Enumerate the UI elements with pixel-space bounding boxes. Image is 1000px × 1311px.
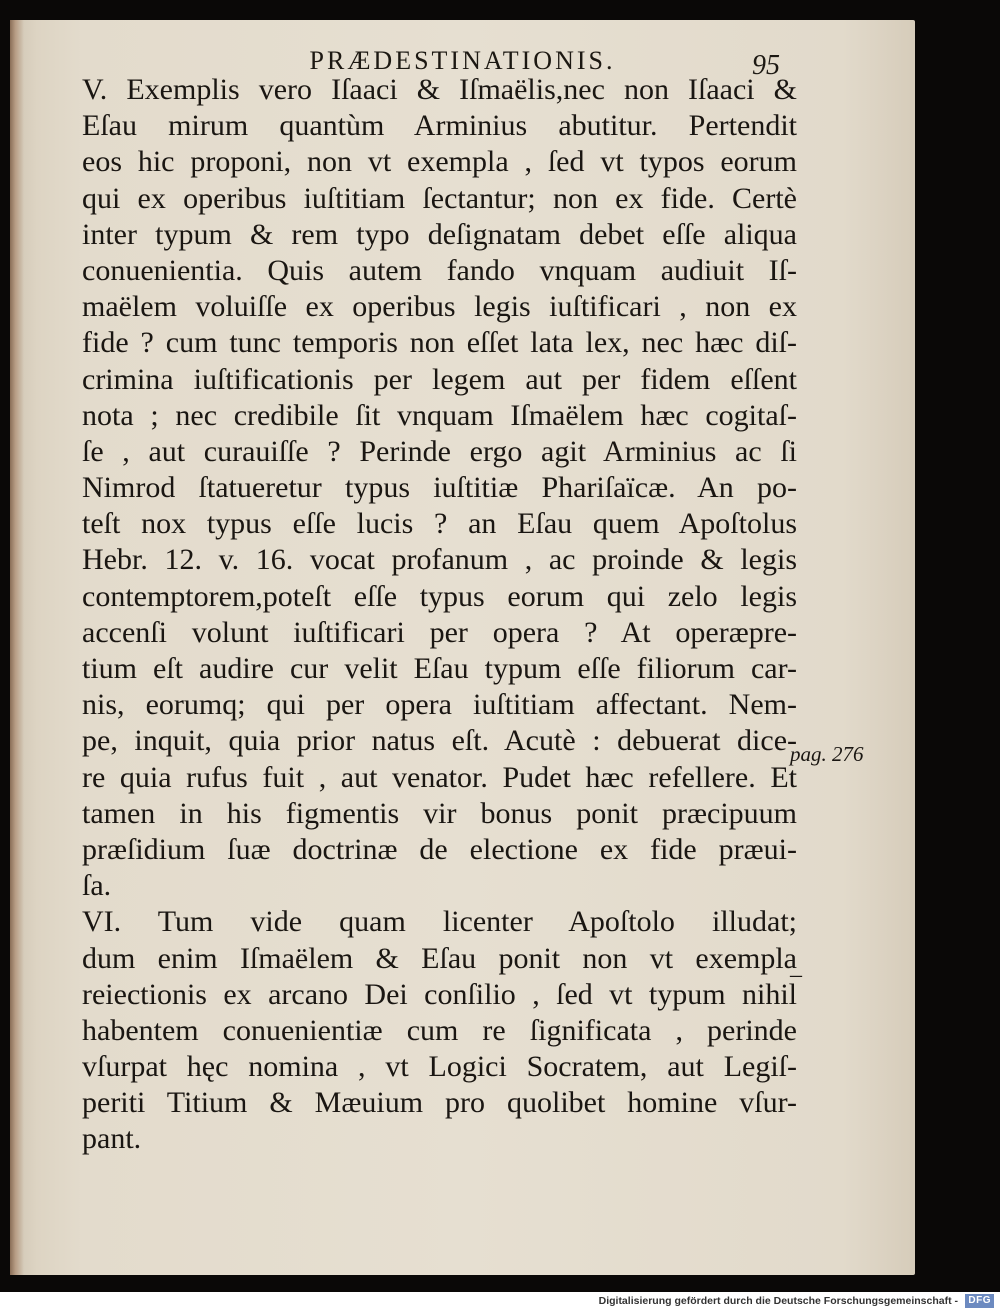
- text-line: contemptorem,poteſt eſſe typus eorum qui zelo legis: [82, 579, 797, 613]
- marginal-note: pag. 276: [790, 742, 864, 766]
- text-line: ſe , aut curauiſſe ? Perinde ergo agit Arminius ac ſi: [82, 434, 797, 468]
- text-line: re quia rufus fuit , aut venator. Pudet hæc refellere. Et: [82, 760, 797, 794]
- text-line: maëlem voluiſſe ex operibus legis iuſtificari , non ex: [82, 290, 797, 324]
- text-line: præſidium ſuæ doctrinæ de electione ex fide præui-: [82, 832, 797, 866]
- text-line: reiectionis ex arcano Dei conſilio , ſed vt typum nihil: [82, 977, 797, 1011]
- text-line: vſurpat hęc nomina , vt Logici Socratem, aut Legiſ-: [82, 1050, 797, 1084]
- body-text: [82, 72, 797, 1158]
- text-line: pant.: [82, 1122, 142, 1156]
- page-binding-edge: [10, 20, 24, 1275]
- text-line: VI. Tum vide quam licenter Apoſtolo illudat;: [82, 905, 797, 939]
- text-line: habentem conuenientiæ cum re ſignificata , perinde: [82, 1013, 797, 1047]
- text-line: conuenientia. Quis autem fando vnquam audiuit Iſ-: [82, 253, 797, 287]
- text-line: nis, eorumq; qui per opera iuſtitiam affectant. Nem-: [82, 688, 797, 722]
- text-line: tamen in his figmentis vir bonus ponit præcipuum: [82, 796, 797, 830]
- text-line: fide ? cum tunc temporis non eſſet lata lex, nec hæc diſ-: [82, 326, 797, 360]
- text-line: inter typum & rem typo deſignatam debet eſſe aliqua: [82, 217, 797, 251]
- marginal-dash: –: [790, 962, 802, 988]
- text-line: ſa.: [82, 869, 112, 903]
- text-line: nota ; nec credibile ſit vnquam Iſmaëlem hæc cogitaſ-: [82, 398, 797, 432]
- running-head: PRÆDESTINATIONIS.: [309, 46, 616, 75]
- text-line: qui ex operibus iuſtitiam ſectantur; non ex fide. Certè: [82, 181, 797, 215]
- book-page: [10, 20, 915, 1275]
- text-line: dum enim Iſmaëlem & Eſau ponit non vt exempla: [82, 941, 797, 975]
- dfg-logo: DFG: [965, 1294, 994, 1308]
- text-line: eos hic proponi, non vt exempla , ſed vt typos eorum: [82, 145, 797, 179]
- text-line: crimina iuſtificationis per legem aut per fidem eſſent: [82, 362, 797, 396]
- funding-credit: Digitalisierung gefördert durch die Deutsche Forschungsgemeinschaft -: [598, 1295, 958, 1307]
- footer-bar: [0, 1292, 1000, 1311]
- text-line: V. Exemplis vero Iſaaci & Iſmaëlis,nec non Iſaaci &: [82, 73, 797, 106]
- text-line: pe, inquit, quia prior natus eſt. Acutè : debuerat dice-: [82, 724, 797, 758]
- text-line: tium eſt audire cur velit Eſau typum eſſe filiorum car-: [82, 652, 797, 685]
- text-line: accenſi volunt iuſtificari per opera ? At operæpre-: [82, 615, 797, 649]
- text-line: periti Titium & Mæuium pro quolibet homine vſur-: [82, 1086, 797, 1120]
- text-line: teſt nox typus eſſe lucis ? an Eſau quem Apoſtolus: [82, 507, 797, 541]
- text-line: Eſau mirum quantùm Arminius abutitur. Pertendit: [82, 109, 797, 143]
- page-number: 95: [752, 50, 780, 81]
- text-line: Hebr. 12. v. 16. vocat profanum , ac proinde & legis: [82, 543, 797, 577]
- text-line: Nimrod ſtatueretur typus iuſtitiæ Phariſaïcæ. An po-: [82, 471, 797, 505]
